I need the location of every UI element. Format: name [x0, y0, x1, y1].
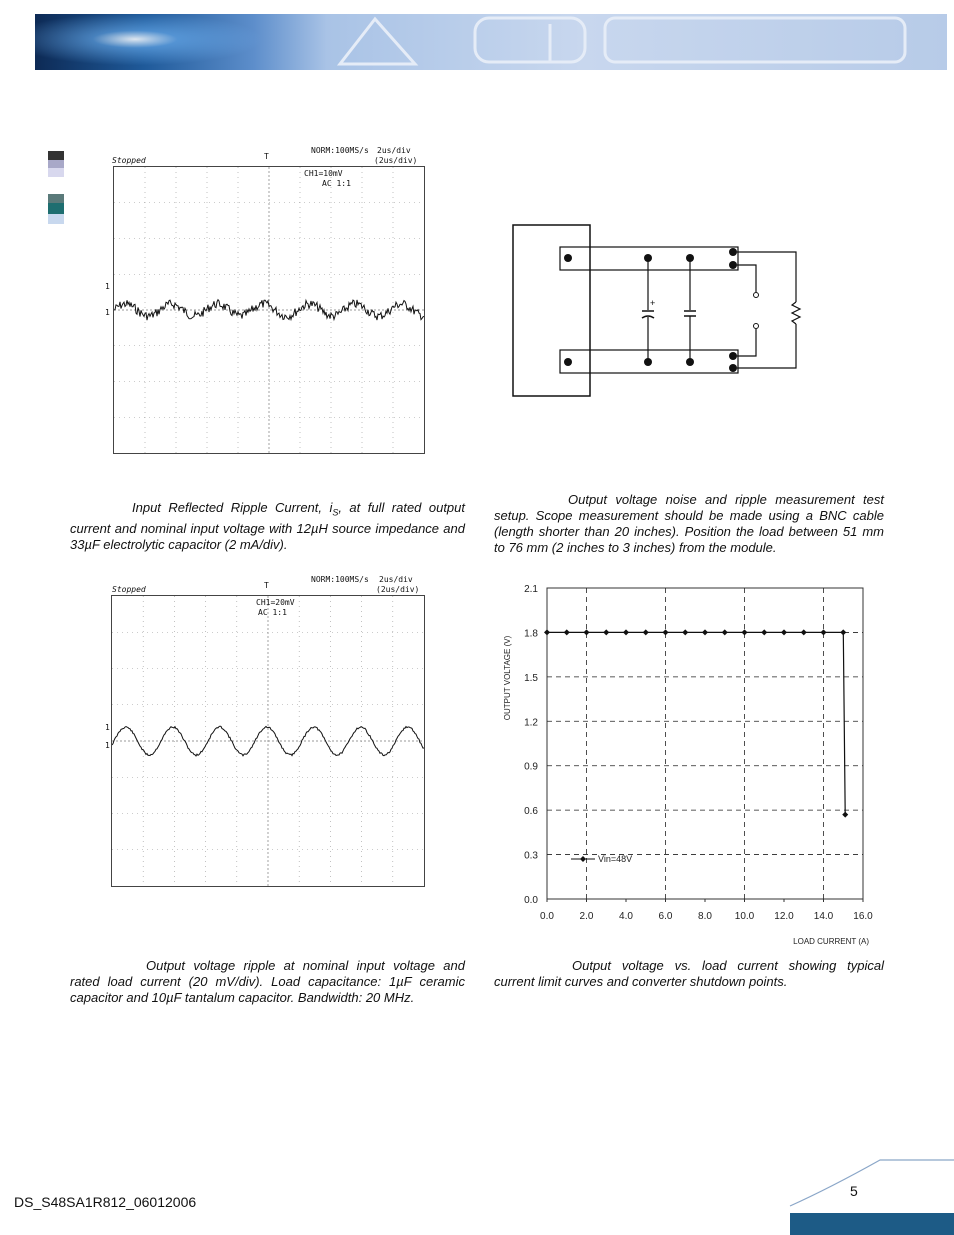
chart-data-point: [663, 629, 669, 635]
chart-y-tick-label: 0.9: [524, 761, 538, 773]
scope1-channel: CH1=10mV: [304, 169, 343, 178]
output-voltage-chart: [494, 578, 894, 948]
chart-data-point: [781, 629, 787, 635]
scope1-screen: [113, 166, 425, 454]
section-marker-dark: [48, 151, 64, 177]
scope-trace: [114, 300, 424, 321]
chart-x-axis-label: LOAD CURRENT (A): [793, 937, 869, 946]
chart-legend-marker: [580, 856, 586, 862]
footer-swoosh: [785, 1158, 954, 1214]
scope2-timebase-paren: (2us/div): [376, 585, 420, 594]
scope1-ch-label-top: 1: [105, 282, 110, 291]
banner-glow-image: [35, 14, 285, 70]
scope2-waveform: [112, 596, 424, 886]
chart-series-line: [547, 632, 845, 814]
scope2-state: Stopped: [112, 585, 146, 594]
caption1-text-a: Input Reflected Ripple Current, i: [132, 500, 333, 515]
chart-data-point: [702, 629, 708, 635]
scope-capture-input-ripple: [105, 142, 425, 454]
page-number: 5: [850, 1183, 858, 1199]
scope1-sample-rate: NORM:100MS/s: [311, 146, 369, 155]
scope2-coupling: AC 1:1: [258, 608, 287, 617]
chart-y-tick-label: 1.5: [524, 672, 538, 684]
chart-data-point: [682, 629, 688, 635]
chart-y-tick-label: 0.6: [524, 806, 538, 818]
scope1-state: Stopped: [112, 156, 146, 165]
scope-capture-output-ripple: [105, 571, 425, 887]
chart-data-point: [842, 812, 848, 818]
chart-x-tick-label: 16.0: [853, 911, 873, 922]
caption-output-ripple: Output voltage ripple at nominal input voltage and rated load current (20 mV/div). Load capacitance: 1µF ceramic capacitor and 10µF tantalum capacitor. Bandwidth: 20 MHz.: [70, 958, 465, 1005]
caption1-text-b: , at full rated output current and nominal input voltage with 12µH source impedance and 33µF electrolytic capacitor (2 mA/div).: [70, 500, 466, 552]
chart-legend-label: Vin=48V: [598, 854, 633, 865]
chart-data-point: [623, 629, 629, 635]
chart-y-tick-label: 0.0: [524, 895, 538, 906]
caption-voltage-vs-load: Output voltage vs. load current showing typical current limit curves and converter shutdown points.: [494, 958, 884, 989]
chart-data-point: [840, 629, 846, 635]
chart-y-tick-label: 1.8: [524, 628, 538, 640]
caption-input-ripple: [70, 500, 465, 553]
chart-data-point: [564, 629, 570, 635]
caption-setup: Output voltage noise and ripple measurement test setup. Scope measurement should be made using a BNC cable (length shorter than 20 inches). Position the load between 51 mm to 76 mm (2 inches to 3 inches) from the module.: [494, 492, 884, 555]
scope1-trigger-mark: T: [264, 152, 269, 161]
chart-data-point: [761, 629, 767, 635]
chart-y-axis-label: OUTPUT VOLTAGE (V): [503, 635, 512, 721]
chart-x-tick-label: 12.0: [774, 911, 794, 922]
chart-y-tick-label: 1.2: [524, 717, 538, 729]
scope2-screen: [111, 595, 425, 887]
chart-x-tick-label: 10.0: [734, 911, 755, 922]
scope2-ch-label-top: 1: [105, 723, 110, 732]
chart-data-point: [722, 629, 728, 635]
scope2-trigger-mark: T: [264, 581, 269, 590]
caption1-subscript: S: [332, 507, 339, 518]
chart-data-point: [643, 629, 649, 635]
measurement-setup-circuit: [505, 220, 805, 400]
document-id: DS_S48SA1R812_06012006: [14, 1194, 197, 1210]
scope1-coupling: AC 1:1: [322, 179, 351, 188]
header-banner: [35, 14, 947, 70]
scope2-ch-label-bottom: 1: [105, 741, 110, 750]
scope1-timebase: 2us/div: [377, 146, 411, 155]
scope2-sample-rate: NORM:100MS/s: [311, 575, 369, 584]
capacitor-plus-mark: +: [650, 298, 656, 308]
chart-data-point: [821, 629, 827, 635]
scope1-ch-label-bottom: 1: [105, 308, 110, 317]
chart-canvas: [494, 578, 894, 948]
footer-bar: [790, 1213, 954, 1235]
chart-data-point: [801, 629, 807, 635]
chart-x-tick-label: 0.0: [540, 911, 554, 922]
chart-y-tick-label: 2.1: [524, 584, 538, 595]
banner-logo-shapes: [335, 14, 935, 70]
chart-x-tick-label: 6.0: [658, 911, 673, 922]
chart-x-tick-label: 8.0: [698, 911, 712, 922]
section-marker-teal: [48, 194, 64, 224]
scope2-channel: CH1=20mV: [256, 598, 295, 607]
scope1-waveform: [114, 167, 424, 453]
chart-x-tick-label: 4.0: [619, 911, 633, 922]
chart-data-point: [544, 629, 550, 635]
chart-x-tick-label: 2.0: [579, 911, 594, 922]
chart-x-tick-label: 14.0: [813, 911, 834, 922]
scope1-timebase-paren: (2us/div): [374, 156, 418, 165]
chart-y-tick-label: 0.3: [524, 850, 538, 862]
chart-data-point: [603, 629, 609, 635]
chart-data-point: [742, 629, 748, 635]
chart-data-point: [584, 629, 590, 635]
scope2-timebase: 2us/div: [379, 575, 413, 584]
